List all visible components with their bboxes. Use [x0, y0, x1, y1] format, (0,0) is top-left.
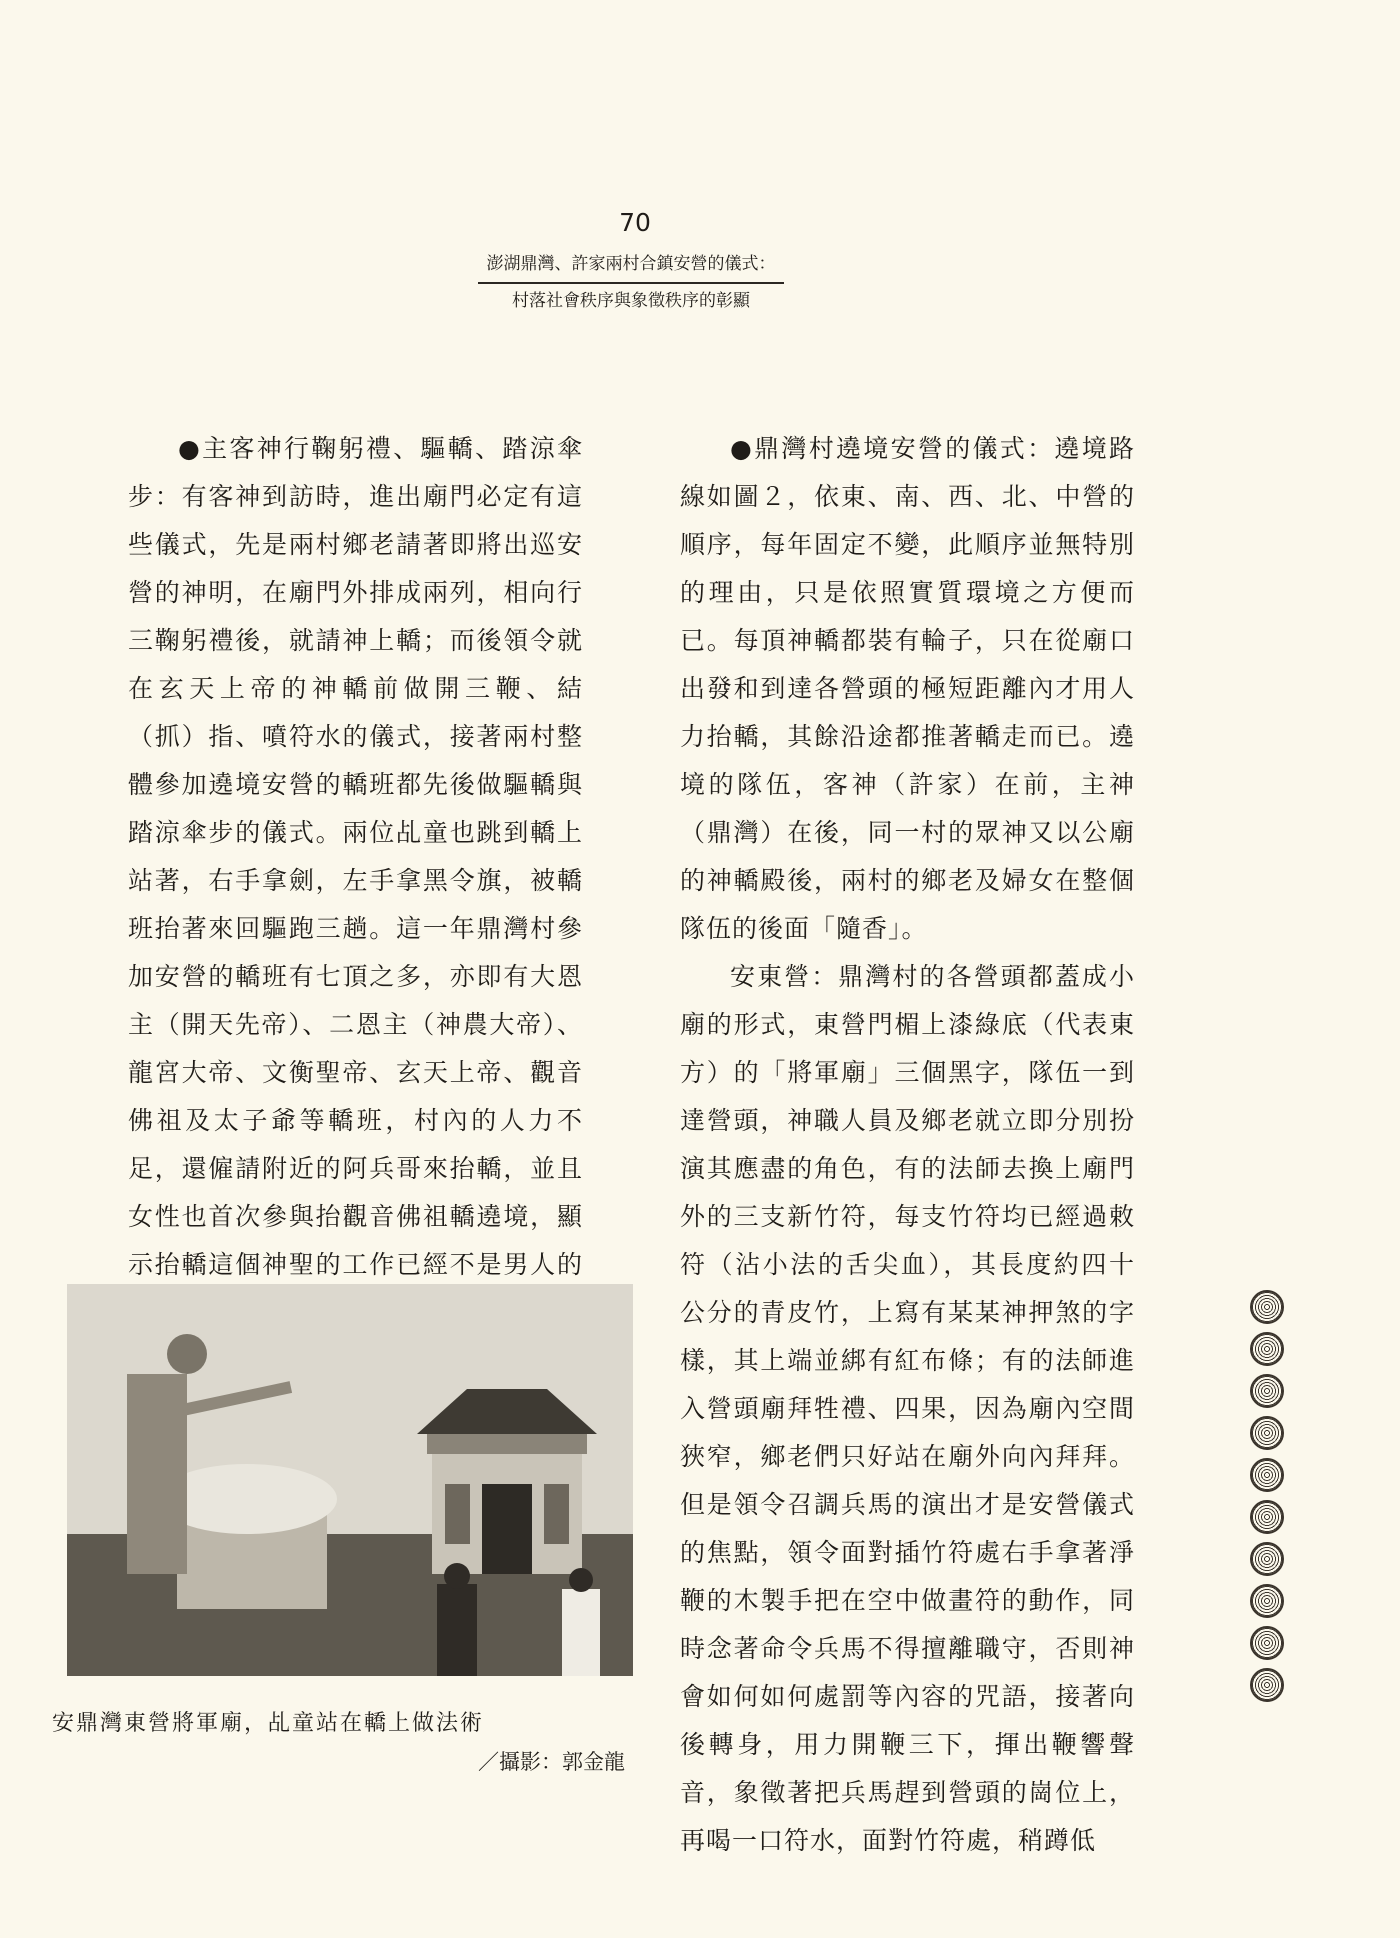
- seal-icon: [1250, 1374, 1284, 1408]
- right-paragraph-2: 安東營：鼎灣村的各營頭都蓋成小廟的形式，東營門楣上漆綠底（代表東方）的「將軍廟」三個黑字，隊伍一到達營頭，神職人員及鄉老就立即分別扮演其應盡的角色，有的法師去換上廟門外的三支新竹符，每支竹符均已經過敕符（沾小法的舌尖血），其長度約四十公分的青皮竹，上寫有某某神押煞的字樣，其上端並綁有紅布條；有的法師進入營頭廟拜牲禮、四果，因為廟內空間狹窄，鄉老們只好站在廟外向內拜拜。但是領令召調兵馬的演出才是安營儀式的焦點，領令面對插竹符處右手拿著淨鞭的木製手把在空中做畫符的動作，同時念著命令兵馬不得擅離職守，否則神會如何如何處罰等內容的咒語，接著向後轉身，用力開鞭三下，揮出鞭響聲音，象徵著把兵馬趕到營頭的崗位上，再喝一口符水，面對竹符處，稍蹲低: [680, 962, 1135, 1855]
- seal-icon: [1250, 1626, 1284, 1660]
- running-title: [478, 252, 784, 313]
- seal-icon: [1250, 1416, 1284, 1450]
- decorative-seal-strip: [1250, 1290, 1282, 1702]
- seal-icon: [1250, 1332, 1284, 1366]
- seal-icon: [1250, 1542, 1284, 1576]
- photo-credit: ／攝影：郭金龍: [478, 1750, 625, 1774]
- right-column: [680, 425, 1135, 1865]
- page-number: 70: [619, 208, 651, 237]
- running-title-line2: 村落社會秩序與象徵秩序的彰顯: [512, 291, 750, 311]
- seal-icon: [1250, 1668, 1284, 1702]
- photo: [67, 1284, 633, 1676]
- right-paragraph-1: ●鼎灣村遶境安營的儀式：遶境路線如圖２，依東、南、西、北、中營的順序，每年固定不變，此順序並無特別的理由，只是依照實質環境之方便而已。每頂神轎都裝有輪子，只在從廟口出發和到達各營頭的極短距離內才用人力抬轎，其餘沿途都推著轎走而已。遶境的隊伍，客神（許家）在前，主神（鼎灣）在後，同一村的眾神又以公廟的神轎殿後，兩村的鄉老及婦女在整個隊伍的後面「隨香」。: [680, 434, 1135, 943]
- left-paragraph-1: ●主客神行鞠躬禮、驅轎、踏涼傘步：有客神到訪時，進出廟門必定有這些儀式，先是兩村鄉老請著即將出巡安營的神明，在廟門外排成兩列，相向行三鞠躬禮後，就請神上轎；而後領令就在玄天上帝的神轎前做開三鞭、結（抓）指、噴符水的儀式，接著兩村整體參加遶境安營的轎班都先後做驅轎與踏涼傘步的儀式。兩位乩童也跳到轎上站著，右手拿劍，左手拿黑令旗，被轎班抬著來回驅跑三趟。這一年鼎灣村參加安營的轎班有七頂之多，亦即有大恩主（開天先帝）、二恩主（神農大帝）、龍宮大帝、文衡聖帝、玄天上帝、觀音佛祖及太子爺等轎班，村內的人力不足，還僱請附近的阿兵哥來抬轎，並且女性也首次參與抬觀音佛祖轎遶境，顯示抬轎這個神聖的工作已經不是男人的: [128, 434, 583, 1279]
- seal-icon: [1250, 1458, 1284, 1492]
- seal-icon: [1250, 1584, 1284, 1618]
- figure-caption: 安鼎灣東營將軍廟，乩童站在轎上做法術: [52, 1711, 485, 1736]
- seal-icon: [1250, 1290, 1284, 1324]
- seal-icon: [1250, 1500, 1284, 1534]
- photo-illustration: [67, 1284, 633, 1676]
- running-title-line1: 澎湖鼎灣、許家兩村合鎮安營的儀式：: [478, 252, 784, 284]
- left-column: [128, 425, 583, 1337]
